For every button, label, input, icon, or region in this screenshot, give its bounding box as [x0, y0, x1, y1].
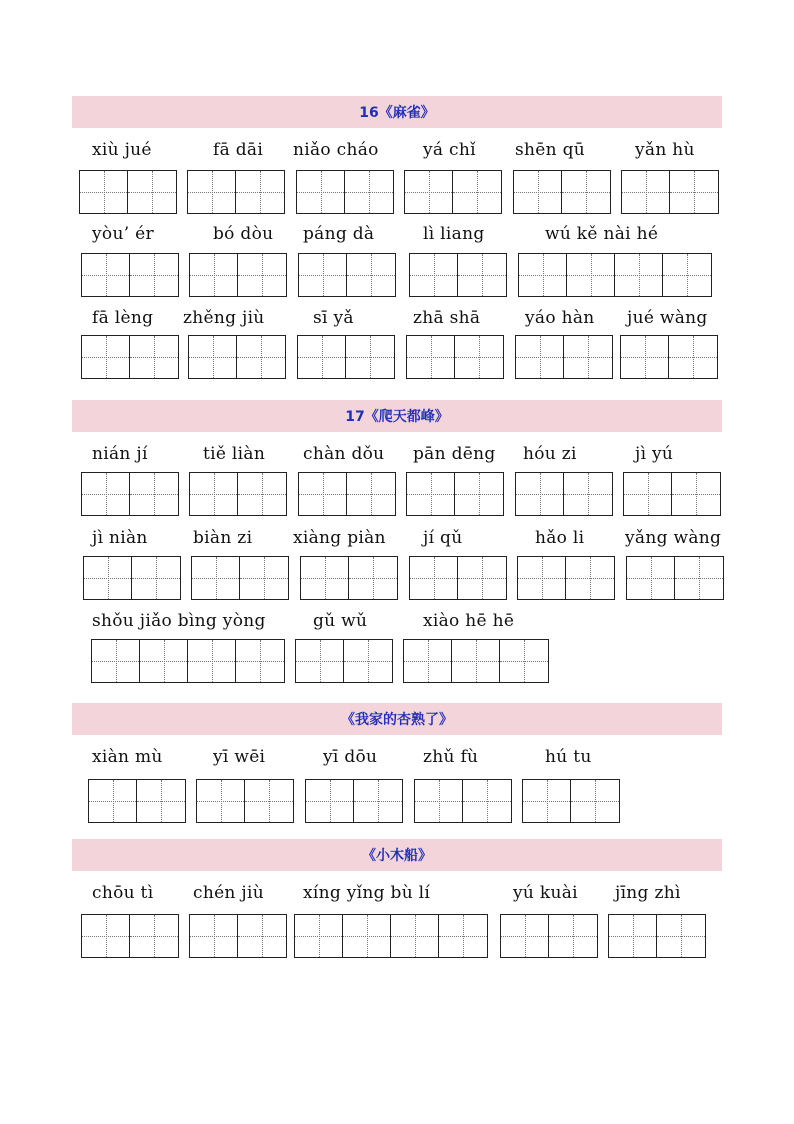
writing-grid: [81, 335, 179, 379]
writing-grid: [294, 914, 488, 958]
writing-grid: [620, 335, 718, 379]
tianzige-cell[interactable]: [240, 557, 288, 599]
writing-grid: [305, 779, 403, 823]
writing-grid: [79, 170, 177, 214]
pinyin-label: chōu tì: [92, 883, 154, 903]
tianzige-cell[interactable]: [566, 557, 614, 599]
pinyin-label: zhěng jiù: [183, 308, 265, 328]
pinyin-label: hǎo li: [535, 528, 585, 548]
writing-grid: [91, 639, 285, 683]
tianzige-cell[interactable]: [189, 336, 237, 378]
writing-grid: [515, 472, 613, 516]
tianzige-cell[interactable]: [344, 640, 392, 682]
writing-grid: [189, 253, 287, 297]
tianzige-cell[interactable]: [347, 254, 395, 296]
tianzige-cell[interactable]: [404, 640, 452, 682]
writing-grid: [81, 914, 179, 958]
writing-grid: [406, 472, 504, 516]
writing-grid: [623, 472, 721, 516]
tianzige-cell[interactable]: [669, 336, 717, 378]
pinyin-label: hú tu: [545, 747, 592, 767]
tianzige-cell[interactable]: [624, 473, 672, 515]
pinyin-label: fā dāi: [213, 140, 264, 160]
tianzige-cell[interactable]: [190, 915, 238, 957]
tianzige-cell[interactable]: [301, 557, 349, 599]
tianzige-cell[interactable]: [130, 915, 178, 957]
pinyin-label: lì liang: [423, 224, 485, 244]
writing-grid: [513, 170, 611, 214]
tianzige-cell[interactable]: [415, 780, 463, 822]
pinyin-label: jīng zhì: [615, 883, 681, 903]
tianzige-cell[interactable]: [627, 557, 675, 599]
tianzige-cell[interactable]: [192, 557, 240, 599]
tianzige-cell[interactable]: [615, 254, 663, 296]
tianzige-cell[interactable]: [84, 557, 132, 599]
writing-grid: [522, 779, 620, 823]
section-header: [72, 703, 722, 735]
pinyin-label: wú kě nài hé: [545, 224, 659, 244]
section-header: [72, 400, 722, 432]
tianzige-cell[interactable]: [346, 336, 394, 378]
section-header: [72, 839, 722, 871]
pinyin-label: sī yǎ: [313, 308, 354, 328]
writing-grid: [518, 253, 712, 297]
tianzige-cell[interactable]: [345, 171, 393, 213]
tianzige-cell[interactable]: [501, 915, 549, 957]
tianzige-cell[interactable]: [458, 254, 506, 296]
pinyin-label: hóu zi: [523, 444, 577, 464]
writing-grid: [191, 556, 289, 600]
writing-grid: [187, 170, 285, 214]
tianzige-cell[interactable]: [190, 254, 238, 296]
tianzige-cell[interactable]: [519, 254, 567, 296]
pinyin-label: jì niàn: [92, 528, 148, 548]
tianzige-cell[interactable]: [500, 640, 548, 682]
section-title: 《小木船》: [362, 848, 432, 864]
tianzige-cell[interactable]: [132, 557, 180, 599]
tianzige-cell[interactable]: [299, 473, 347, 515]
pinyin-label: yáo hàn: [525, 308, 595, 328]
writing-grid: [298, 253, 396, 297]
pinyin-label: yǎn hù: [635, 140, 695, 160]
pinyin-label: jì yú: [635, 444, 674, 464]
writing-grid: [300, 556, 398, 600]
pinyin-label: yá chǐ: [423, 140, 476, 160]
tianzige-cell[interactable]: [562, 171, 610, 213]
tianzige-cell[interactable]: [571, 780, 619, 822]
tianzige-cell[interactable]: [296, 640, 344, 682]
tianzige-cell[interactable]: [237, 336, 285, 378]
tianzige-cell[interactable]: [306, 780, 354, 822]
tianzige-cell[interactable]: [238, 254, 286, 296]
writing-grid: [626, 556, 724, 600]
pinyin-label: xiù jué: [92, 140, 152, 160]
tianzige-cell[interactable]: [80, 171, 128, 213]
tianzige-cell[interactable]: [567, 254, 615, 296]
writing-grid: [517, 556, 615, 600]
tianzige-cell[interactable]: [670, 171, 718, 213]
tianzige-cell[interactable]: [89, 780, 137, 822]
tianzige-cell[interactable]: [299, 254, 347, 296]
tianzige-cell[interactable]: [455, 473, 503, 515]
tianzige-cell[interactable]: [452, 640, 500, 682]
writing-grid: [189, 914, 287, 958]
writing-grid: [608, 914, 706, 958]
tianzige-cell[interactable]: [197, 780, 245, 822]
pinyin-label: yī dōu: [323, 747, 378, 767]
tianzige-cell[interactable]: [245, 780, 293, 822]
writing-grid: [414, 779, 512, 823]
writing-grid: [515, 335, 613, 379]
tianzige-cell[interactable]: [410, 254, 458, 296]
writing-grid: [409, 253, 507, 297]
tianzige-cell[interactable]: [407, 473, 455, 515]
section-title: 17《爬天都峰》: [345, 409, 449, 425]
tianzige-cell[interactable]: [354, 780, 402, 822]
tianzige-cell[interactable]: [458, 557, 506, 599]
pinyin-label: yī wēi: [213, 747, 266, 767]
tianzige-cell[interactable]: [622, 171, 670, 213]
pinyin-label: bó dòu: [213, 224, 274, 244]
pinyin-label: nián jí: [92, 444, 148, 464]
writing-grid: [406, 335, 504, 379]
pinyin-label: shēn qū: [515, 140, 586, 160]
writing-grid: [189, 472, 287, 516]
tianzige-cell[interactable]: [82, 473, 130, 515]
tianzige-cell[interactable]: [349, 557, 397, 599]
pinyin-label: páng dà: [303, 224, 375, 244]
pinyin-label: fā lèng: [92, 308, 154, 328]
writing-grid: [81, 472, 179, 516]
tianzige-cell[interactable]: [672, 473, 720, 515]
writing-grid: [296, 170, 394, 214]
tianzige-cell[interactable]: [238, 915, 286, 957]
tianzige-cell[interactable]: [439, 915, 487, 957]
writing-grid: [621, 170, 719, 214]
pinyin-label: chén jiù: [193, 883, 264, 903]
writing-grid: [81, 253, 179, 297]
pinyin-label: shǒu jiǎo bìng yòng: [92, 611, 266, 631]
writing-grid: [403, 639, 549, 683]
section-header: [72, 96, 722, 128]
pinyin-label: xíng yǐng bù lí: [303, 883, 431, 903]
pinyin-label: yú kuài: [513, 883, 578, 903]
writing-grid: [297, 335, 395, 379]
pinyin-label: jué wàng: [627, 308, 708, 328]
pinyin-label: pān dēng: [413, 444, 496, 464]
pinyin-label: xiàn mù: [92, 747, 163, 767]
tianzige-cell[interactable]: [410, 557, 458, 599]
tianzige-cell[interactable]: [516, 473, 564, 515]
tianzige-cell[interactable]: [188, 171, 236, 213]
pinyin-label: yǎng wàng: [625, 528, 722, 548]
tianzige-cell[interactable]: [82, 915, 130, 957]
pinyin-label: jí qǔ: [423, 528, 463, 548]
writing-grid: [196, 779, 294, 823]
tianzige-cell[interactable]: [128, 171, 176, 213]
tianzige-cell[interactable]: [82, 336, 130, 378]
tianzige-cell[interactable]: [130, 254, 178, 296]
tianzige-cell[interactable]: [549, 915, 597, 957]
tianzige-cell[interactable]: [516, 336, 564, 378]
tianzige-cell[interactable]: [657, 915, 705, 957]
section-title: 16《麻雀》: [359, 105, 435, 121]
tianzige-cell[interactable]: [405, 171, 453, 213]
pinyin-label: chàn dǒu: [303, 444, 385, 464]
tianzige-cell[interactable]: [463, 780, 511, 822]
tianzige-cell[interactable]: [343, 915, 391, 957]
tianzige-cell[interactable]: [238, 473, 286, 515]
pinyin-label: biàn zi: [193, 528, 253, 548]
writing-grid: [298, 472, 396, 516]
tianzige-cell[interactable]: [391, 915, 439, 957]
tianzige-cell[interactable]: [518, 557, 566, 599]
pinyin-label: zhǔ fù: [423, 747, 479, 767]
tianzige-cell[interactable]: [137, 780, 185, 822]
writing-grid: [83, 556, 181, 600]
pinyin-label: xiàng piàn: [293, 528, 386, 548]
tianzige-cell[interactable]: [455, 336, 503, 378]
tianzige-cell[interactable]: [675, 557, 723, 599]
tianzige-cell[interactable]: [92, 640, 140, 682]
pinyin-label: xiào hē hē: [423, 611, 515, 631]
pinyin-label: tiě liàn: [203, 444, 266, 464]
pinyin-label: yòu’ ér: [92, 224, 154, 244]
tianzige-cell[interactable]: [523, 780, 571, 822]
pinyin-label: gǔ wǔ: [313, 611, 368, 631]
tianzige-cell[interactable]: [295, 915, 343, 957]
tianzige-cell[interactable]: [140, 640, 188, 682]
tianzige-cell[interactable]: [564, 473, 612, 515]
writing-grid: [409, 556, 507, 600]
pinyin-label: niǎo cháo: [293, 140, 379, 160]
tianzige-cell[interactable]: [407, 336, 455, 378]
tianzige-cell[interactable]: [514, 171, 562, 213]
tianzige-cell[interactable]: [130, 473, 178, 515]
writing-grid: [188, 335, 286, 379]
tianzige-cell[interactable]: [347, 473, 395, 515]
tianzige-cell[interactable]: [236, 640, 284, 682]
tianzige-cell[interactable]: [297, 171, 345, 213]
writing-grid: [295, 639, 393, 683]
tianzige-cell[interactable]: [453, 171, 501, 213]
tianzige-cell[interactable]: [298, 336, 346, 378]
tianzige-cell[interactable]: [190, 473, 238, 515]
tianzige-cell[interactable]: [236, 171, 284, 213]
tianzige-cell[interactable]: [609, 915, 657, 957]
tianzige-cell[interactable]: [621, 336, 669, 378]
tianzige-cell[interactable]: [82, 254, 130, 296]
tianzige-cell[interactable]: [663, 254, 711, 296]
writing-grid: [404, 170, 502, 214]
pinyin-label: zhā shā: [413, 308, 481, 328]
tianzige-cell[interactable]: [188, 640, 236, 682]
writing-grid: [500, 914, 598, 958]
writing-grid: [88, 779, 186, 823]
section-title: 《我家的杏熟了》: [341, 712, 453, 728]
tianzige-cell[interactable]: [130, 336, 178, 378]
tianzige-cell[interactable]: [564, 336, 612, 378]
